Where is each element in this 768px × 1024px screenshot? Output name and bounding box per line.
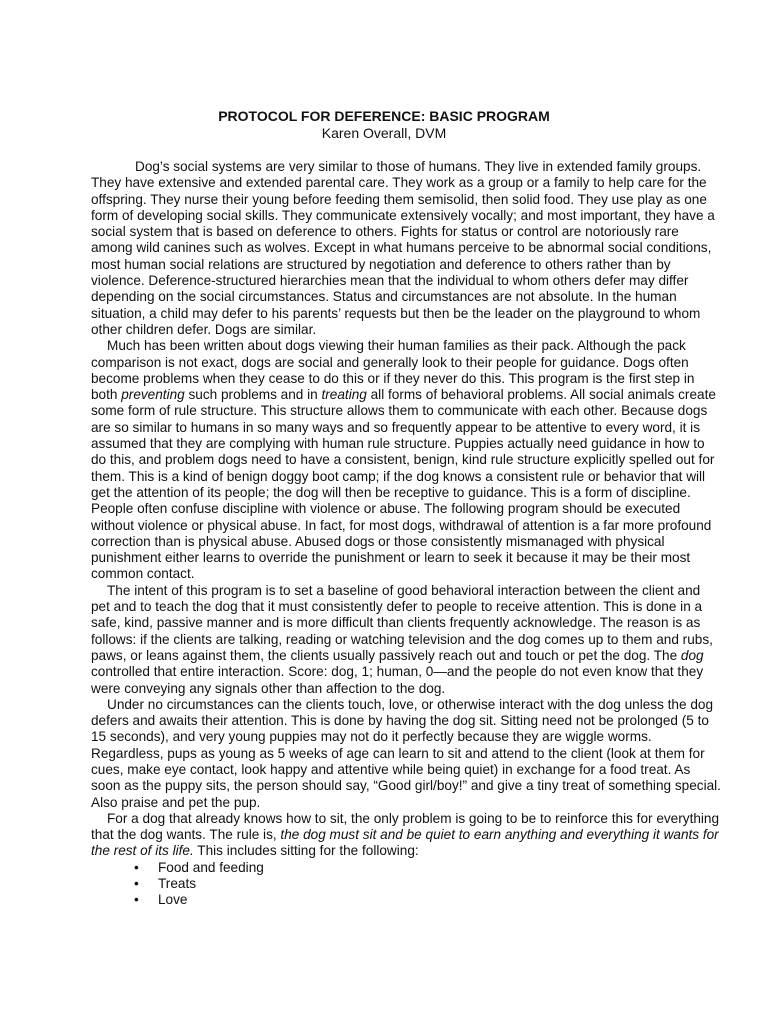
bullet-icon: •: [134, 859, 139, 875]
list-item: [134, 860, 721, 876]
paragraph-pack-text-a: Much has been written about dogs viewing their human families as their pack. Although the pack comparison is not exact, dogs are social and generally look to their people for guidance. Dogs often become problems when they cease to do this or if they never do this. This program is the first step in both: [91, 338, 695, 403]
list-item-label: Treats: [158, 876, 197, 892]
paragraph-rule-text-b: This includes sitting for the following:: [193, 843, 419, 859]
paragraph-circumstances: Under no circumstances can the clients touch, love, or otherwise interact with the dog unless the dog defers and awaits their attention. This is done by having the dog sit. Sitting need not be prolonged (5 to 15 seconds), and very young puppies may not do it perfectly because they are wiggle worms. Regardless, pups as young as 5 weeks of age can learn to sit and attend to the client (look at them for cues, make eye contact, look happy and attentive while being quiet) in exchange for a food treat. As soon as the puppy sits, the person should say, “Good girl/boy!” and give a tiny treat of something special. Also praise and pet the pup.: [91, 696, 721, 810]
list-item: [134, 892, 721, 908]
paragraph-pack-text-c: all forms of behavioral problems. All social animals create some form of rule structure. This structure allows them to communicate with each other. Because dogs are so similar to humans in so many ways and so frequently appear to be attentive to every word, it is assumed that they are complying with human rule structure. Puppies actually need guidance in how to do this, and problem dogs need to have a consistent, benign, kind rule structure explicitly spelled out for them. This is a kind of benign doggy boot camp; if the dog knows a consistent rule or behavior that will get the attention of its people; the dog will then be receptive to guidance. This is a form of discipline. People often confuse discipline with violence or abuse. The following program should be executed without violence or physical abuse. In fact, for most dogs, withdrawal of attention is a far more profound correction than is physical abuse. Abused dogs or those consistently mismanaged with physical punishment either learns to override the punishment or learn to seek it because it may be their most common contact.: [91, 387, 716, 582]
paragraph-pack: [91, 338, 721, 582]
paragraph-intent-text-a: The intent of this program is to set a baseline of good behavioral interaction between the client and pet and to teach the dog that it must consistently defer to people to receive attention. This is done in a safe, kind, passive manner and is more difficult than clients frequently acknowledge. The reason is as follows: if the clients are talking, reading or watching television and the dog comes up to them and rubs, paws, or leans against them, the clients usually passively reach out and touch or pet the dog. The: [91, 582, 713, 663]
document-author: Karen Overall, DVM: [321, 125, 447, 141]
sit-requirements-list: [91, 860, 721, 909]
document-title: PROTOCOL FOR DEFERENCE: BASIC PROGRAM: [218, 108, 550, 124]
bullet-icon: •: [134, 876, 139, 892]
emphasis-preventing: preventing: [121, 387, 185, 403]
emphasis-dog: dog: [680, 647, 704, 663]
list-item-label: Food and feeding: [158, 859, 264, 875]
paragraph-intro: Dog’s social systems are very similar to those of humans. They live in extended family groups. They have extensive and extended parental care. They work as a group or a family to help care for the offspring. They nurse their young before feeding them semisolid, then solid food. They use play as one form of developing social skills. They communicate extensively vocally; and most important, they have a social system that is based on deference to others. Fights for status or control are notoriously rare among wild canines such as wolves. Except in what humans perceive to be abnormal social conditions, most human social relations are structured by negotiation and deference to others rather than by violence. Deference-structured hierarchies mean that the individual to whom others defer may differ depending on the social circumstances. Status and circumstances are not absolute. In the human situation, a child may defer to his parents’ requests but then be the leader on the playground to whom other children defer. Dogs are similar.: [91, 159, 715, 337]
list-item-label: Love: [158, 892, 188, 908]
paragraph-intent-text-b: controlled that entire interaction. Score: dog, 1; human, 0—and the people do not even know that they were conveying any signals other than affection to the dog.: [91, 664, 704, 696]
emphasis-rule: the dog must sit and be quiet to earn anything and everything it wants for the rest of its life.: [91, 827, 719, 859]
paragraph-pack-text-b: such problems and in: [184, 387, 322, 403]
document-body: [91, 159, 721, 909]
paragraph-rule: [91, 811, 721, 860]
list-item: [134, 876, 721, 892]
paragraph-intent: [91, 583, 721, 697]
paragraph-rule-text-a: For a dog that already knows how to sit, the only problem is going to be to reinforce this for everything that the dog wants. The rule is,: [91, 810, 720, 843]
bullet-icon: •: [134, 892, 139, 908]
emphasis-treating: treating: [321, 387, 367, 403]
document-header: [0, 108, 768, 142]
